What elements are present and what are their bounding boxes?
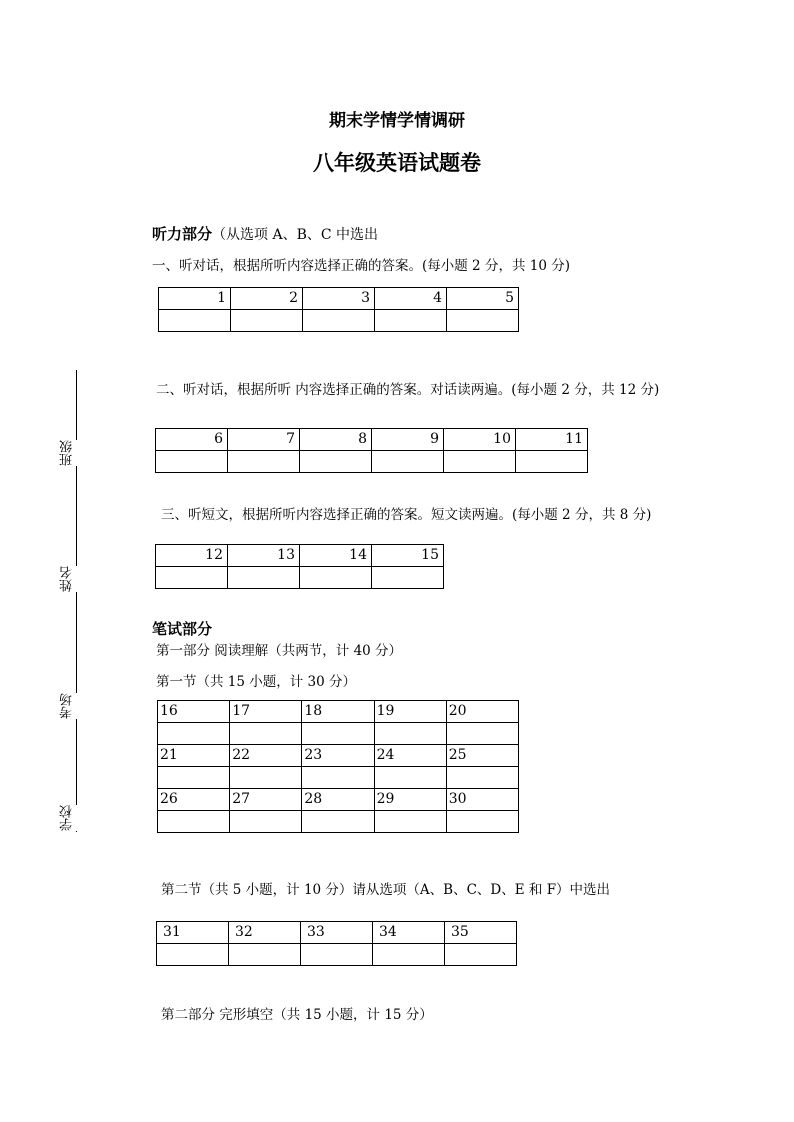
section2-title: 第二节（共 5 小题，计 10 分）请从选项（A、B、C、D、E 和 F）中选出 bbox=[161, 882, 611, 898]
table-cell-number: 27 bbox=[230, 789, 302, 811]
answer-cell[interactable] bbox=[229, 944, 301, 966]
answer-cell[interactable] bbox=[231, 310, 303, 332]
answer-cell[interactable] bbox=[445, 944, 517, 966]
table-cell-number: 16 bbox=[158, 701, 230, 723]
answer-cell[interactable] bbox=[157, 944, 229, 966]
table-cell-number: 32 bbox=[229, 922, 301, 944]
table-cell-number: 20 bbox=[446, 701, 518, 723]
answer-cell[interactable] bbox=[228, 451, 300, 473]
table-cell-number: 23 bbox=[302, 745, 374, 767]
table-cell-number: 11 bbox=[516, 429, 588, 451]
answer-cell[interactable] bbox=[159, 310, 231, 332]
table-cell-number: 31 bbox=[157, 922, 229, 944]
answer-cell[interactable] bbox=[375, 310, 447, 332]
table-cell-number: 24 bbox=[374, 745, 446, 767]
table-cell-number: 4 bbox=[375, 288, 447, 310]
answer-table-6-11 bbox=[155, 428, 588, 473]
table-cell-number: 5 bbox=[447, 288, 519, 310]
table-cell-number: 14 bbox=[300, 545, 372, 567]
table-cell-number: 13 bbox=[228, 545, 300, 567]
table-cell-number: 10 bbox=[444, 429, 516, 451]
table-cell-number: 3 bbox=[303, 288, 375, 310]
table-cell-number: 30 bbox=[446, 789, 518, 811]
answer-cell[interactable] bbox=[302, 811, 374, 833]
table-cell-number: 33 bbox=[301, 922, 373, 944]
table-cell-number: 26 bbox=[158, 789, 230, 811]
table-cell-number: 2 bbox=[231, 288, 303, 310]
answer-table-1-5 bbox=[158, 287, 519, 332]
answer-cell[interactable] bbox=[446, 811, 518, 833]
exam-subtitle: 八年级英语试题卷 bbox=[313, 151, 481, 175]
answer-table-12-15 bbox=[155, 544, 444, 589]
answer-cell[interactable] bbox=[158, 811, 230, 833]
table-cell-number: 6 bbox=[156, 429, 228, 451]
answer-table-16-30 bbox=[157, 700, 519, 833]
answer-cell[interactable] bbox=[230, 723, 302, 745]
answer-cell[interactable] bbox=[300, 567, 372, 589]
table-cell-number: 17 bbox=[230, 701, 302, 723]
reading-title: 第一部分 阅读理解（共两节，计 40 分） bbox=[156, 643, 403, 659]
table-cell-number: 34 bbox=[373, 922, 445, 944]
table-cell-number: 21 bbox=[158, 745, 230, 767]
table-cell-number: 1 bbox=[159, 288, 231, 310]
answer-cell[interactable] bbox=[156, 451, 228, 473]
table-cell-number: 19 bbox=[374, 701, 446, 723]
answer-cell[interactable] bbox=[374, 767, 446, 789]
answer-cell[interactable] bbox=[447, 310, 519, 332]
answer-cell[interactable] bbox=[372, 451, 444, 473]
listening-heading: 听力部分 bbox=[152, 225, 213, 243]
table-cell-number: 35 bbox=[445, 922, 517, 944]
answer-cell[interactable] bbox=[302, 767, 374, 789]
answer-cell[interactable] bbox=[301, 944, 373, 966]
answer-cell[interactable] bbox=[373, 944, 445, 966]
table-cell-number: 29 bbox=[374, 789, 446, 811]
answer-cell[interactable] bbox=[446, 723, 518, 745]
answer-cell[interactable] bbox=[444, 451, 516, 473]
table-cell-number: 15 bbox=[372, 545, 444, 567]
answer-cell[interactable] bbox=[158, 723, 230, 745]
answer-cell[interactable] bbox=[300, 451, 372, 473]
table-cell-number: 18 bbox=[302, 701, 374, 723]
answer-cell[interactable] bbox=[374, 723, 446, 745]
answer-cell[interactable] bbox=[374, 811, 446, 833]
answer-cell[interactable] bbox=[156, 567, 228, 589]
listening-heading-note: （从选项 A、B、C 中选出 bbox=[212, 227, 379, 243]
school-label: 学校 bbox=[60, 805, 75, 831]
class-label: 班级 bbox=[60, 440, 75, 466]
answer-cell[interactable] bbox=[303, 310, 375, 332]
answer-cell[interactable] bbox=[372, 567, 444, 589]
table-cell-number: 22 bbox=[230, 745, 302, 767]
answer-cell[interactable] bbox=[446, 767, 518, 789]
answer-cell[interactable] bbox=[158, 767, 230, 789]
answer-table-31-35 bbox=[156, 921, 517, 966]
table-cell-number: 12 bbox=[156, 545, 228, 567]
exam-title: 期末学情学情调研 bbox=[329, 111, 465, 131]
part2-instruction: 二、听对话，根据所听 内容选择正确的答案。对话读两遍。(每小题 2 分，共 12 分) bbox=[156, 382, 660, 398]
table-cell-number: 7 bbox=[228, 429, 300, 451]
answer-cell[interactable] bbox=[302, 723, 374, 745]
exam-room-label: 考场 bbox=[60, 693, 75, 719]
table-cell-number: 28 bbox=[302, 789, 374, 811]
table-cell-number: 8 bbox=[300, 429, 372, 451]
table-cell-number: 9 bbox=[372, 429, 444, 451]
writing-heading: 笔试部分 bbox=[152, 620, 213, 638]
answer-cell[interactable] bbox=[230, 767, 302, 789]
listening-heading-line bbox=[152, 223, 378, 244]
section1-title: 第一节（共 15 小题，计 30 分） bbox=[156, 674, 357, 690]
writing-heading-line bbox=[152, 618, 212, 639]
table-cell-number: 25 bbox=[446, 745, 518, 767]
answer-cell[interactable] bbox=[230, 811, 302, 833]
answer-cell[interactable] bbox=[228, 567, 300, 589]
answer-cell[interactable] bbox=[516, 451, 588, 473]
part3-instruction: 三、听短文，根据所听内容选择正确的答案。短文读两遍。(每小题 2 分，共 8 分) bbox=[161, 507, 652, 523]
cloze-title: 第二部分 完形填空（共 15 小题，计 15 分） bbox=[161, 1007, 433, 1023]
name-label: 姓名 bbox=[60, 566, 75, 592]
part1-instruction: 一、听对话，根据所听内容选择正确的答案。(每小题 2 分，共 10 分) bbox=[152, 258, 570, 274]
